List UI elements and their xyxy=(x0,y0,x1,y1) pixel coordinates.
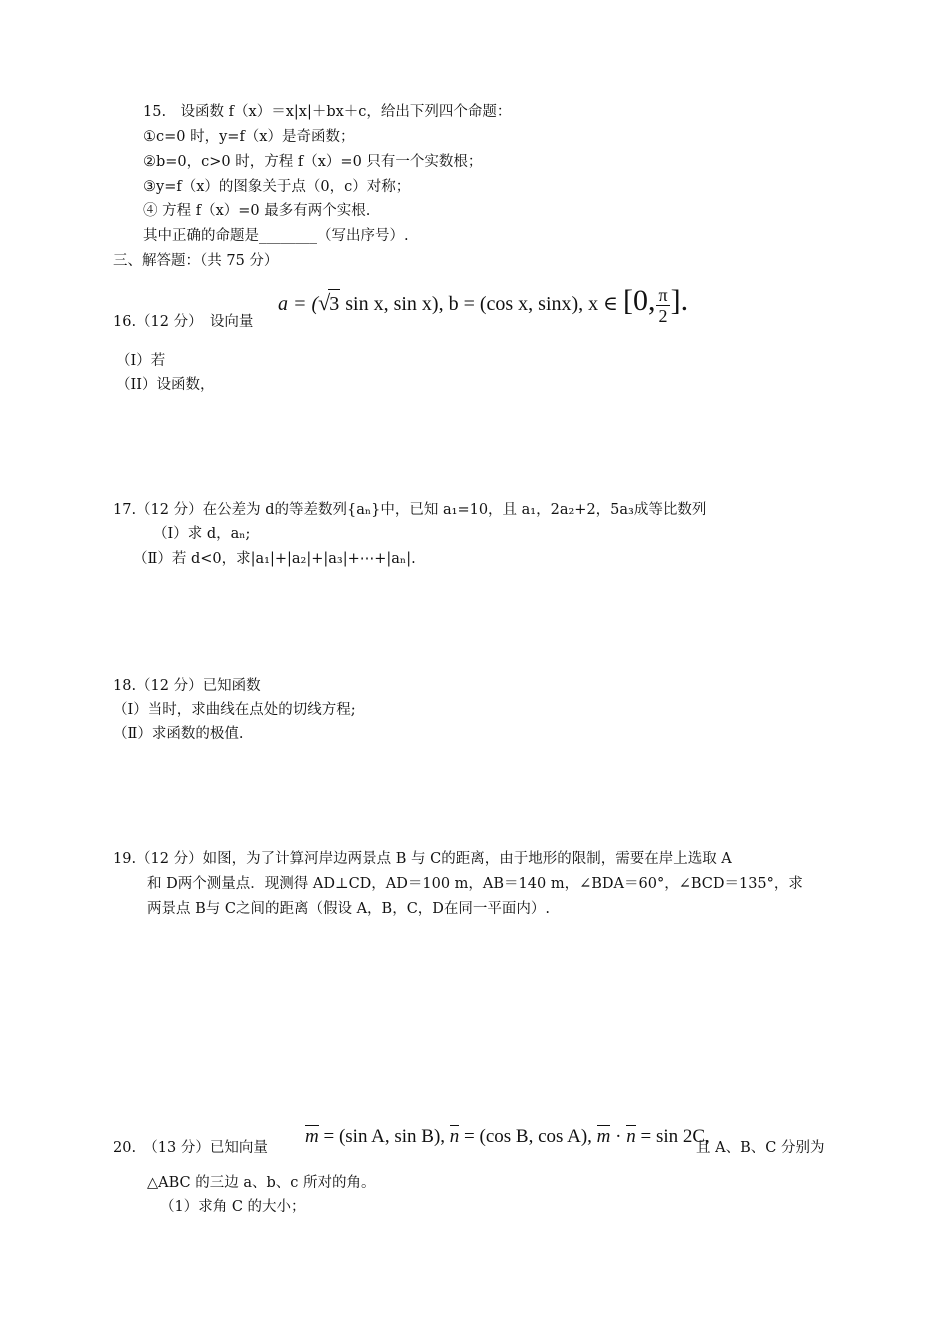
section-heading: 三、解答题：（共 75 分） xyxy=(113,253,279,269)
q17-part-1: （Ⅰ）求 d，aₙ; xyxy=(153,526,251,542)
q16-interval-left: [0, xyxy=(622,284,656,318)
q18-part-1: （Ⅰ）当时，求曲线在点处的切线方程; xyxy=(113,702,356,718)
q16-formula-part-a: a = ( xyxy=(278,293,319,316)
q19-line-3: 两景点 B与 C之间的距离（假设 A，B，C，D在同一平面内）. xyxy=(147,901,551,917)
q20-line-2: △ABC 的三边 a、b、c 所对的角。 xyxy=(147,1175,376,1191)
q15-proposition-4: ④ 方程 f（x）=0 最多有两个实根. xyxy=(143,203,371,219)
q16-interval-right: ]. xyxy=(670,284,689,318)
q17-stem: 17.（12 分）在公差为 d的等差数列{aₙ}中，已知 a₁=10，且 a₁，2a₂+2，5a₃成等比数列 xyxy=(113,502,707,518)
q16-sqrt-value: 3 xyxy=(328,289,340,318)
q15-question: 其中正确的命题是________（写出序号）. xyxy=(143,228,409,244)
q20-tail: 且 A、B、C 分别为 xyxy=(696,1140,825,1156)
sqrt-icon: √ xyxy=(318,290,331,316)
q16-vector-formula xyxy=(278,285,688,326)
q15-proposition-3: ③y=f（x）的图象关于点（0，c）对称； xyxy=(143,179,411,195)
q16-fraction xyxy=(656,285,669,326)
q15-proposition-1: ①c=0 时，y=f（x）是奇函数； xyxy=(143,129,355,145)
q16-fraction-numerator: π xyxy=(658,285,668,305)
vector-m-dot: m xyxy=(597,1123,611,1151)
q20-formula-2: = (cos B, cos A), xyxy=(459,1126,597,1147)
q18-part-2: （Ⅱ）求函数的极值. xyxy=(113,726,244,742)
q15-proposition-2: ②b=0，c>0 时，方程 f（x）=0 只有一个实数根； xyxy=(143,154,483,170)
q15-stem: 15. 设函数 f（x）＝x|x|＋bx＋c，给出下列四个命题： xyxy=(143,104,512,120)
q20-formula-1: = (sin A, sin B), xyxy=(318,1126,450,1147)
vector-m: m xyxy=(305,1123,319,1151)
q20-part-1: （1）求角 C 的大小； xyxy=(160,1199,306,1215)
q16-part-1: （I）若 xyxy=(116,353,166,369)
q17-part-2: （Ⅱ）若 d<0，求|a₁|+|a₂|+|a₃|+⋯+|aₙ|. xyxy=(133,551,416,567)
q19-line-1: 19.（12 分）如图，为了计算河岸边两景点 B 与 C的距离，由于地形的限制，需要在岸上选取 A xyxy=(113,851,732,867)
q20-vector-formula xyxy=(305,1123,710,1151)
q19-line-2: 和 D两个测量点．现测得 AD⊥CD，AD＝100 m，AB＝140 m，∠BDA＝60°，∠BCD＝135°，求 xyxy=(147,876,803,892)
q20-formula-3: = sin 2C, xyxy=(635,1126,710,1147)
q20-lead: 20. （13 分）已知向量 xyxy=(113,1140,268,1156)
q16-stem: 16.（12 分） 设向量 xyxy=(113,314,254,330)
vector-n-dot: n xyxy=(626,1123,636,1151)
q16-formula-part-b: sin x, sin x), b = (cos x, sinx), x ∈ xyxy=(340,293,623,316)
q16-fraction-denominator: 2 xyxy=(658,306,668,326)
dot-operator: · xyxy=(610,1126,627,1147)
q18-stem: 18.（12 分）已知函数 xyxy=(113,678,261,694)
vector-n: n xyxy=(450,1123,460,1151)
q16-part-2: （II）设函数， xyxy=(116,377,215,393)
